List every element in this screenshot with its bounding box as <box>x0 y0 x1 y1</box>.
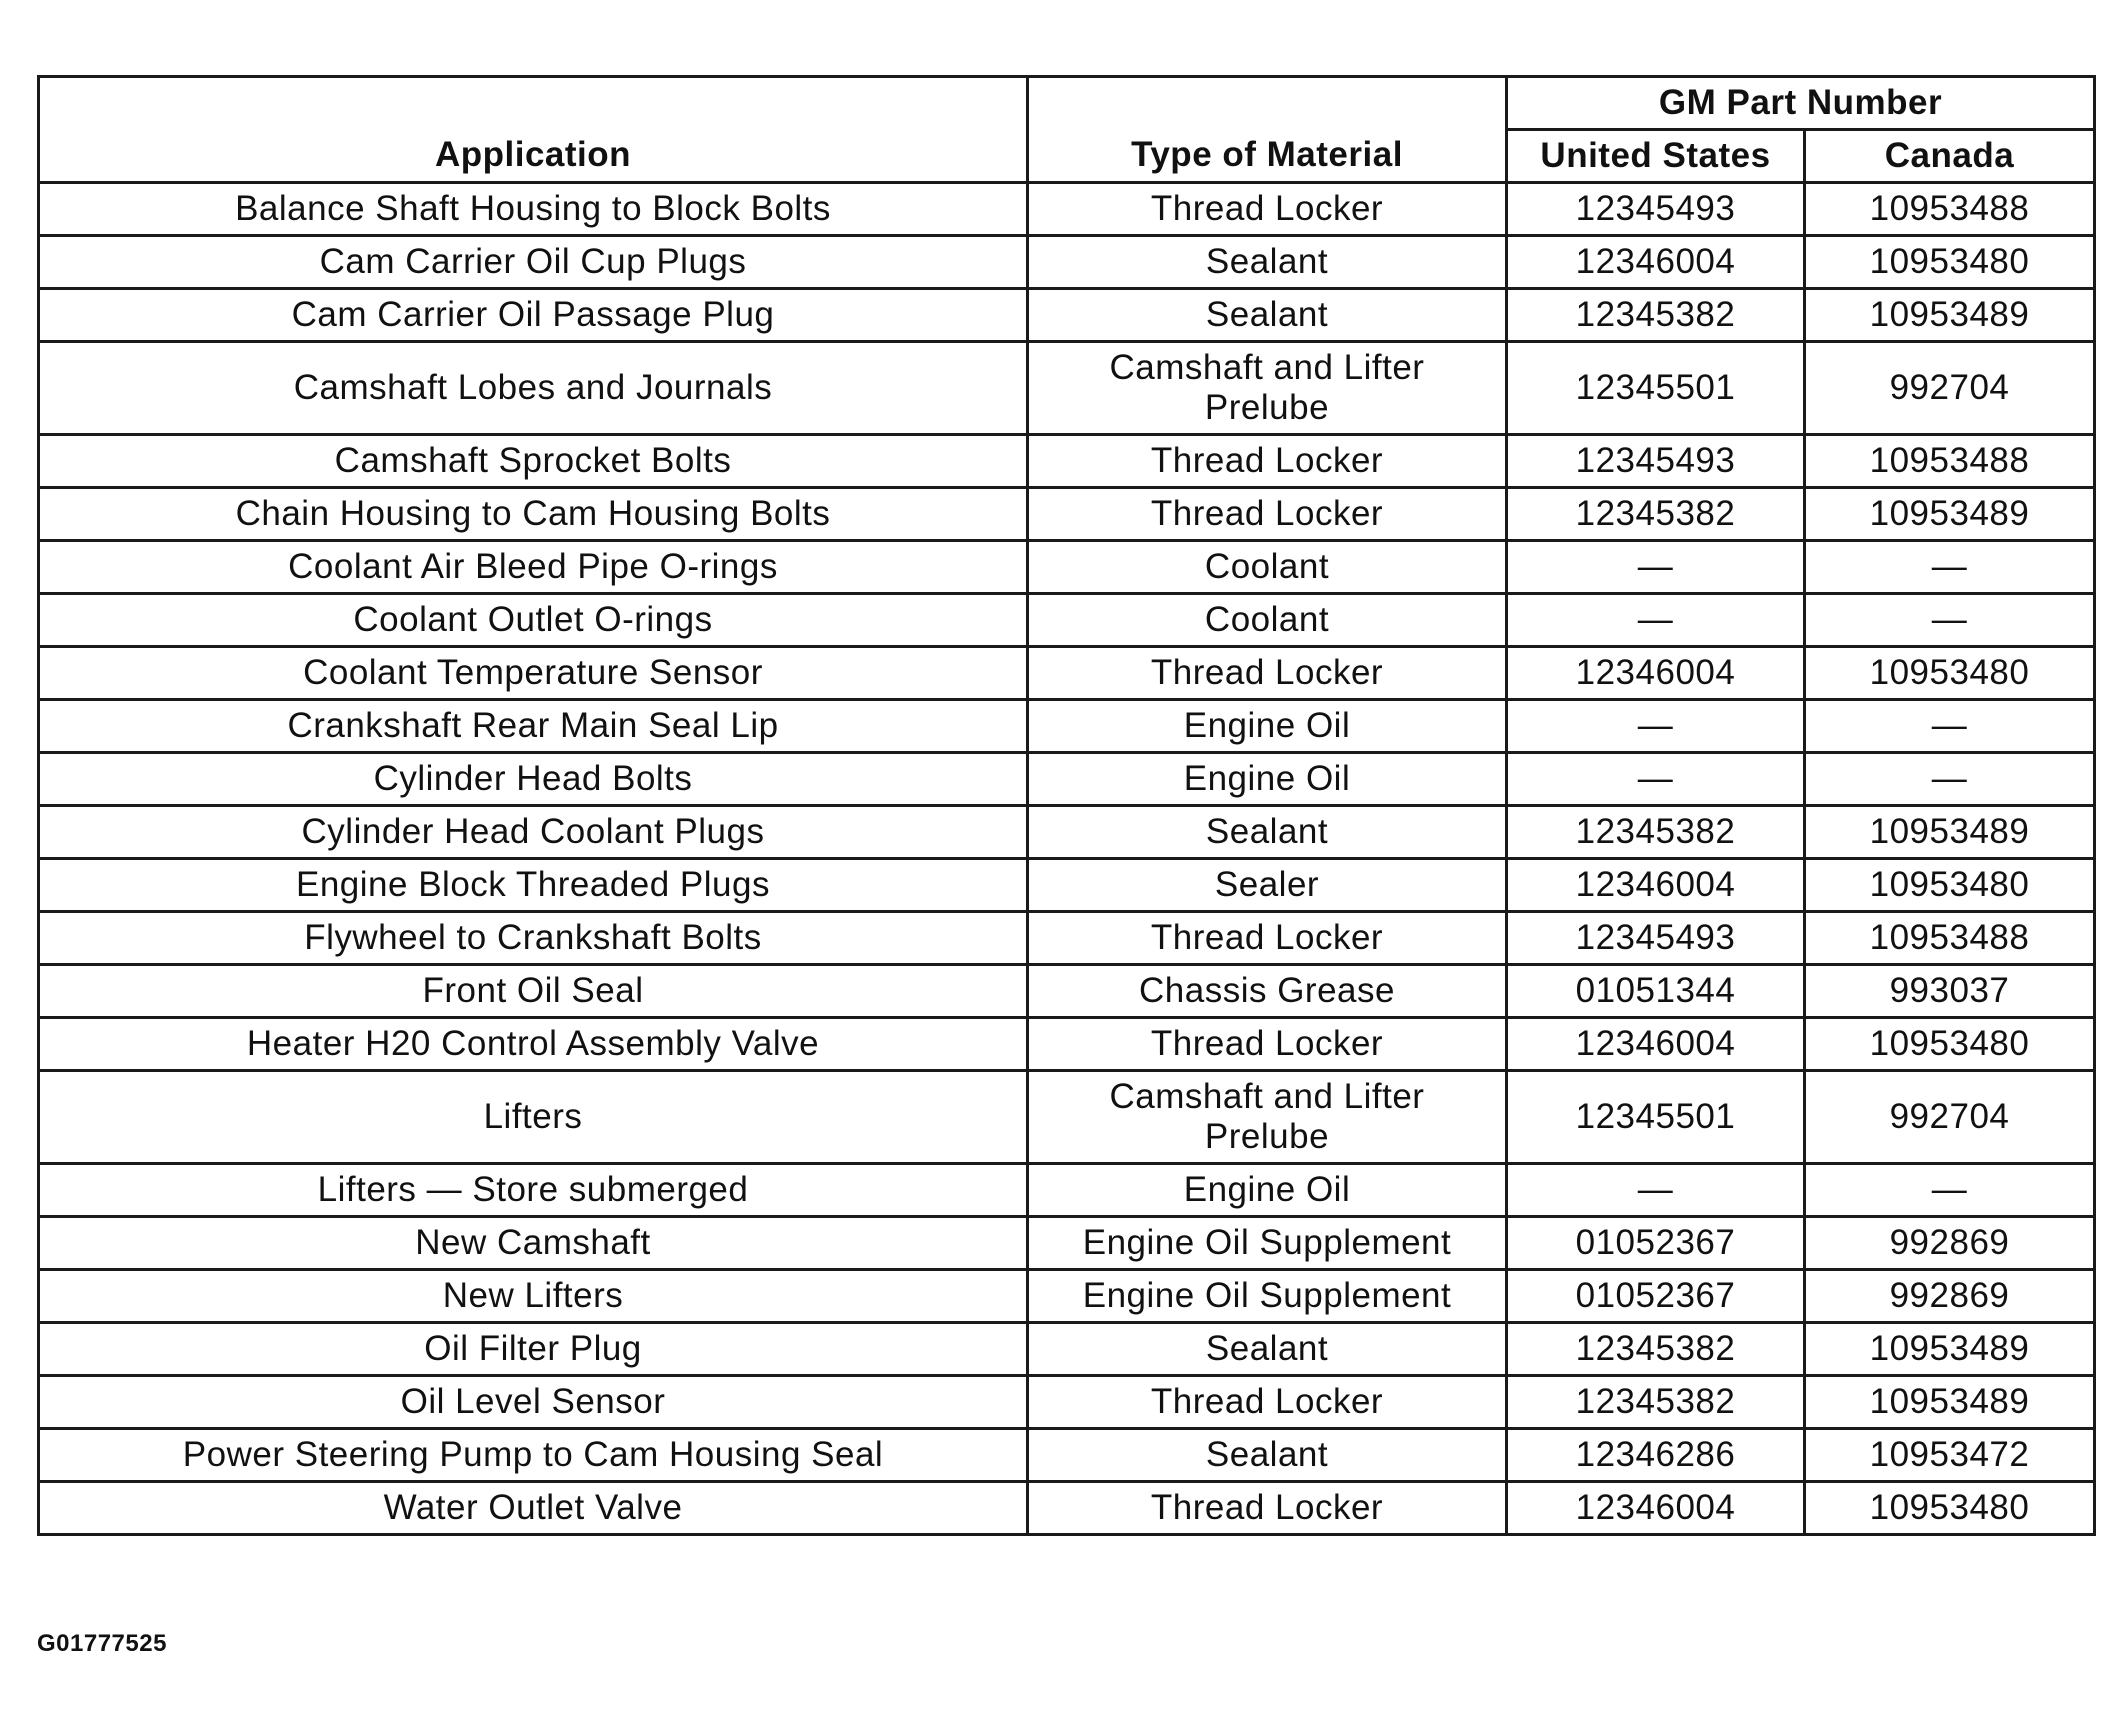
cell-canada-part-number: 10953489 <box>1805 806 2095 859</box>
cell-application: Coolant Air Bleed Pipe O-rings <box>39 541 1028 594</box>
cell-us-part-number: 12346286 <box>1507 1429 1805 1482</box>
cell-canada-part-number: 10953472 <box>1805 1429 2095 1482</box>
cell-material: Engine Oil <box>1028 753 1507 806</box>
cell-canada-part-number: 10953480 <box>1805 236 2095 289</box>
table-row <box>39 859 2095 912</box>
cell-material: Sealant <box>1028 1323 1507 1376</box>
cell-application: Heater H20 Control Assembly Valve <box>39 1018 1028 1071</box>
cell-application: Cam Carrier Oil Passage Plug <box>39 289 1028 342</box>
cell-us-part-number: 12346004 <box>1507 1018 1805 1071</box>
cell-us-part-number: 12346004 <box>1507 647 1805 700</box>
cell-application: New Camshaft <box>39 1217 1028 1270</box>
cell-material: Thread Locker <box>1028 488 1507 541</box>
header-united-states: United States <box>1507 130 1805 183</box>
cell-us-part-number: — <box>1507 594 1805 647</box>
cell-canada-part-number: 993037 <box>1805 965 2095 1018</box>
table-row <box>39 647 2095 700</box>
cell-canada-part-number: — <box>1805 594 2095 647</box>
cell-us-part-number: 12345493 <box>1507 912 1805 965</box>
cell-application: Camshaft Lobes and Journals <box>39 342 1028 435</box>
cell-us-part-number: 12346004 <box>1507 1482 1805 1535</box>
cell-canada-part-number: 10953480 <box>1805 859 2095 912</box>
cell-material: Thread Locker <box>1028 1018 1507 1071</box>
cell-application: Crankshaft Rear Main Seal Lip <box>39 700 1028 753</box>
table-row <box>39 1018 2095 1071</box>
cell-canada-part-number: 10953488 <box>1805 183 2095 236</box>
header-gm-part-number: GM Part Number <box>1507 77 2095 130</box>
table-row <box>39 236 2095 289</box>
adhesives-fluids-table <box>37 75 2096 1536</box>
cell-canada-part-number: 10953480 <box>1805 647 2095 700</box>
table-row <box>39 965 2095 1018</box>
cell-application: Coolant Temperature Sensor <box>39 647 1028 700</box>
cell-us-part-number: 12346004 <box>1507 859 1805 912</box>
cell-material: Sealant <box>1028 806 1507 859</box>
cell-material: Sealant <box>1028 1429 1507 1482</box>
cell-application: Coolant Outlet O-rings <box>39 594 1028 647</box>
cell-us-part-number: — <box>1507 753 1805 806</box>
cell-application: Balance Shaft Housing to Block Bolts <box>39 183 1028 236</box>
cell-canada-part-number: 10953489 <box>1805 1323 2095 1376</box>
cell-material: Engine Oil Supplement <box>1028 1217 1507 1270</box>
cell-material: Thread Locker <box>1028 183 1507 236</box>
cell-material: Thread Locker <box>1028 912 1507 965</box>
table-row <box>39 1164 2095 1217</box>
cell-material: Thread Locker <box>1028 647 1507 700</box>
cell-application: Oil Filter Plug <box>39 1323 1028 1376</box>
table-row <box>39 435 2095 488</box>
cell-us-part-number: — <box>1507 541 1805 594</box>
cell-application: Power Steering Pump to Cam Housing Seal <box>39 1429 1028 1482</box>
cell-canada-part-number: — <box>1805 541 2095 594</box>
cell-us-part-number: — <box>1507 1164 1805 1217</box>
table-row <box>39 1071 2095 1164</box>
cell-material: Sealer <box>1028 859 1507 912</box>
cell-us-part-number: 12345382 <box>1507 488 1805 541</box>
cell-us-part-number: 12346004 <box>1507 236 1805 289</box>
cell-material: Camshaft and Lifter Prelube <box>1028 1071 1507 1164</box>
cell-canada-part-number: 992704 <box>1805 1071 2095 1164</box>
cell-canada-part-number: 10953480 <box>1805 1482 2095 1535</box>
cell-material: Camshaft and Lifter Prelube <box>1028 342 1507 435</box>
table-row <box>39 1376 2095 1429</box>
cell-material: Sealant <box>1028 236 1507 289</box>
cell-us-part-number: 12345501 <box>1507 1071 1805 1164</box>
table-body <box>39 183 2095 1535</box>
cell-application: Cylinder Head Bolts <box>39 753 1028 806</box>
cell-canada-part-number: — <box>1805 753 2095 806</box>
cell-canada-part-number: 992704 <box>1805 342 2095 435</box>
table-row <box>39 1270 2095 1323</box>
cell-canada-part-number: 10953489 <box>1805 488 2095 541</box>
header-type-of-material: Type of Material <box>1028 77 1507 183</box>
cell-material: Coolant <box>1028 594 1507 647</box>
cell-material: Coolant <box>1028 541 1507 594</box>
cell-application: Water Outlet Valve <box>39 1482 1028 1535</box>
table-row <box>39 289 2095 342</box>
cell-canada-part-number: — <box>1805 700 2095 753</box>
cell-canada-part-number: 10953480 <box>1805 1018 2095 1071</box>
cell-us-part-number: 01052367 <box>1507 1217 1805 1270</box>
cell-material: Thread Locker <box>1028 435 1507 488</box>
cell-application: Cylinder Head Coolant Plugs <box>39 806 1028 859</box>
table-row <box>39 488 2095 541</box>
cell-material: Sealant <box>1028 289 1507 342</box>
parts-table-container <box>37 75 2093 1536</box>
table-row <box>39 1323 2095 1376</box>
cell-us-part-number: 12345382 <box>1507 289 1805 342</box>
cell-application: Front Oil Seal <box>39 965 1028 1018</box>
cell-us-part-number: 12345493 <box>1507 183 1805 236</box>
header-canada: Canada <box>1805 130 2095 183</box>
cell-canada-part-number: 10953489 <box>1805 1376 2095 1429</box>
cell-material: Chassis Grease <box>1028 965 1507 1018</box>
table-row <box>39 594 2095 647</box>
cell-canada-part-number: 10953488 <box>1805 435 2095 488</box>
table-row <box>39 912 2095 965</box>
table-row <box>39 806 2095 859</box>
cell-us-part-number: 01051344 <box>1507 965 1805 1018</box>
table-row <box>39 753 2095 806</box>
cell-application: Lifters — Store submerged <box>39 1164 1028 1217</box>
table-row <box>39 183 2095 236</box>
cell-material: Engine Oil <box>1028 700 1507 753</box>
cell-material: Engine Oil <box>1028 1164 1507 1217</box>
figure-code: G01777525 <box>37 1630 167 1657</box>
header-application: Application <box>39 77 1028 183</box>
cell-us-part-number: 12345382 <box>1507 1376 1805 1429</box>
cell-material: Engine Oil Supplement <box>1028 1270 1507 1323</box>
cell-canada-part-number: 10953489 <box>1805 289 2095 342</box>
cell-material: Thread Locker <box>1028 1376 1507 1429</box>
cell-application: Lifters <box>39 1071 1028 1164</box>
cell-canada-part-number: 992869 <box>1805 1217 2095 1270</box>
cell-us-part-number: 12345493 <box>1507 435 1805 488</box>
cell-us-part-number: — <box>1507 700 1805 753</box>
cell-canada-part-number: — <box>1805 1164 2095 1217</box>
table-row <box>39 1429 2095 1482</box>
cell-application: Camshaft Sprocket Bolts <box>39 435 1028 488</box>
cell-application: Cam Carrier Oil Cup Plugs <box>39 236 1028 289</box>
cell-us-part-number: 12345382 <box>1507 806 1805 859</box>
cell-canada-part-number: 992869 <box>1805 1270 2095 1323</box>
cell-us-part-number: 01052367 <box>1507 1270 1805 1323</box>
cell-application: Chain Housing to Cam Housing Bolts <box>39 488 1028 541</box>
table-row <box>39 700 2095 753</box>
cell-us-part-number: 12345501 <box>1507 342 1805 435</box>
table-row <box>39 541 2095 594</box>
cell-application: Flywheel to Crankshaft Bolts <box>39 912 1028 965</box>
cell-material: Thread Locker <box>1028 1482 1507 1535</box>
cell-application: New Lifters <box>39 1270 1028 1323</box>
cell-application: Engine Block Threaded Plugs <box>39 859 1028 912</box>
table-row <box>39 342 2095 435</box>
cell-canada-part-number: 10953488 <box>1805 912 2095 965</box>
cell-us-part-number: 12345382 <box>1507 1323 1805 1376</box>
table-row <box>39 1482 2095 1535</box>
cell-application: Oil Level Sensor <box>39 1376 1028 1429</box>
table-row <box>39 1217 2095 1270</box>
